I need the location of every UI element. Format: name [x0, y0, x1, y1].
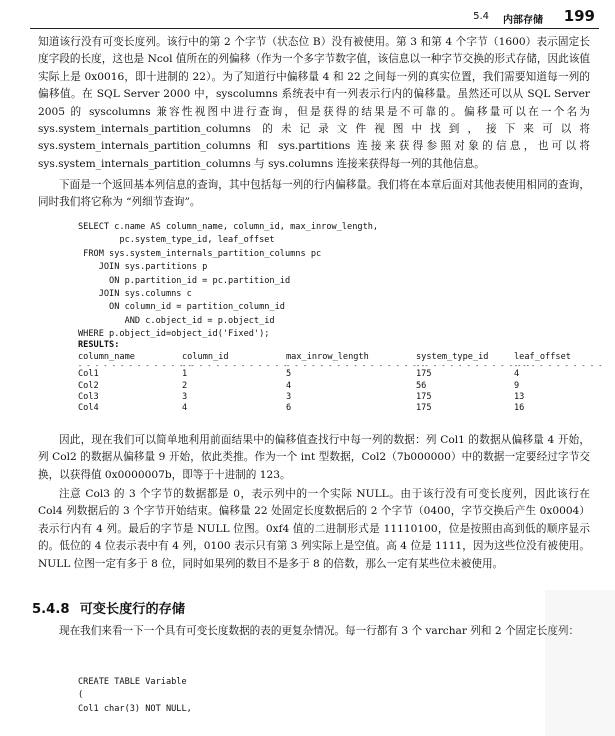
results-col-header: column_id — [182, 352, 229, 362]
separator: - - - - - - - - - - - — [514, 362, 603, 371]
cell: 175 — [416, 391, 432, 402]
table-row — [78, 381, 598, 392]
cell: 16 — [514, 403, 525, 414]
paragraph-offset-explanation: 知道该行没有可变长度列。该行中的第 2 个字节（状态位 B）没有被使用。第 3 和第 4 个字节（1600）表示固定长度字段的长度，这也是 Ncol 值所在的列偏移（作为一个多字节数字值，该信息以一种字节交换的形式存储，因此该值实际上是 0x0016，即十进制的 22）。为了知道行中偏移量 4 和 22 之间每一列的真实位置，我们需要知道每一列的偏移值。在 SQL Server 2000 中，syscolumns 系统表中有一列表示行内的偏移量。虽然还可以从 SQL Server 2005 的 syscolumns 兼容性视图中进行查询，但是获得的结果是不可靠的。偏移量可以在一个名为 sys.system_internals_partition_columns 的未记录文件视图中找到，接下来可以将 sys.system_internals_partition_columns 和 sys.partitions 连接来获得参照对象的信息，也可以将 sys.system_internals_partition_columns 与 sys.columns 连接来获得每一列的其他信息。 — [38, 36, 590, 170]
separator: - - - - - - - - - - - - - — [182, 362, 288, 371]
watermark-graphic — [545, 590, 615, 736]
page-number: 199 — [563, 7, 595, 25]
table-row — [78, 403, 598, 414]
section-heading-number: 5.4.8 — [32, 602, 70, 617]
cell: 13 — [514, 391, 525, 402]
results-col-header: column_name — [78, 352, 135, 362]
cell: 56 — [416, 380, 427, 391]
results-label: RESULTS: — [78, 340, 120, 350]
section-heading-title: 可变长度行的存储 — [79, 602, 186, 617]
header-chapter-title: 内部存储 — [503, 15, 543, 26]
paragraph-variable-intro: 现在我们来看一下一个具有可变长度数据的表的更复杂情况。每一行都有 3 个 varchar 列和 2 个固定长度列： — [59, 625, 580, 637]
section-heading — [32, 598, 185, 617]
results-col-header: max_inrow_length — [286, 352, 369, 362]
cell: 5 — [286, 369, 292, 380]
paragraph-query-intro: 下面是一个返回基本列信息的查询，其中包括每一列的行内偏移量。我们将在本章后面对其他表使用相同的查询，同时我们将它称为 “列细节查询”。 — [38, 179, 590, 209]
query-results — [78, 340, 603, 414]
cell: Col4 — [78, 403, 99, 414]
table-row — [78, 369, 598, 380]
results-col-header: system_type_id — [416, 352, 489, 362]
results-separator-row — [78, 363, 598, 369]
separator: - - - - - - - - - - - - - - — [416, 362, 530, 371]
paragraph-null-bitmap: 注意 Col3 的 3 个字节的数据都是 0，表示列中的一个实际 NULL。由于该行没有可变长度列，因此该行在 Col4 列数据后的 3 个字节开始结束。偏移量 22 处固定长度数据后的 2 个字节（0400，字节交换后产生 0x0004）表示行内有 4 列。最后的字节是 NULL 位图。0xf4 值的二进制形式是 11110100，位是按照由高到低的顺序显示的。低位的 4 位表示表中有 4 列，0100 表示只有第 3 列实际上是空值。高 4 位是 1111，因为这些位没有被使用。NULL 位图一定有多于 8 位，同时如果列的数目不是多于 8 的倍数，那么一定有某些位未被使用。 — [38, 488, 590, 570]
cell: 4 — [182, 403, 188, 414]
table-row — [78, 392, 598, 403]
header-section-number: 5.4 — [473, 11, 489, 22]
results-table — [78, 352, 603, 414]
cell: 3 — [182, 391, 188, 402]
cell: 1 — [182, 369, 188, 380]
paragraph-offset-lookup: 因此，现在我们可以简单地利用前面结果中的偏移值查找行中每一列的数据：列 Col1 的数据从偏移量 4 开始，列 Col2 的数据从偏移量 9 开始，依此类推。作为一个 int 型数据，Col2（7b000000）中的数据一定要经过字节交换，以获得值 0x0000007b，即等于十进制的 123。 — [38, 434, 590, 481]
cell: Col3 — [78, 391, 99, 402]
running-header — [30, 6, 599, 29]
cell: Col1 — [78, 369, 99, 380]
separator: - - - - - - - - - - - - - - - - - — [286, 362, 426, 371]
create-table-code: CREATE TABLE Variable ( Col1 char(3) NOT NULL, — [78, 677, 192, 714]
results-col-header: leaf_offset — [514, 352, 571, 362]
cell: 3 — [286, 391, 292, 402]
cell: Col2 — [78, 380, 99, 391]
column-detail-query-code: SELECT c.name AS column_name, column_id, max_inrow_length, pc.system_type_id, leaf_offset FROM sys.system_internals_partition_columns pc JOIN sys.partitions p ON p.partition_id = pc.partition_id JOIN sys.columns c ON column_id = partition_column_id AND c.object_id = p.object_id WHERE p.object_id=object_id('Fixed'); — [78, 222, 379, 340]
cell: 6 — [286, 403, 292, 414]
separator: - - - - - - - - - - - - - - — [78, 362, 192, 371]
cell: 4 — [514, 369, 520, 380]
cell: 2 — [182, 380, 188, 391]
cell: 175 — [416, 403, 432, 414]
cell: 175 — [416, 369, 432, 380]
cell: 4 — [286, 380, 292, 391]
cell: 9 — [514, 380, 520, 391]
